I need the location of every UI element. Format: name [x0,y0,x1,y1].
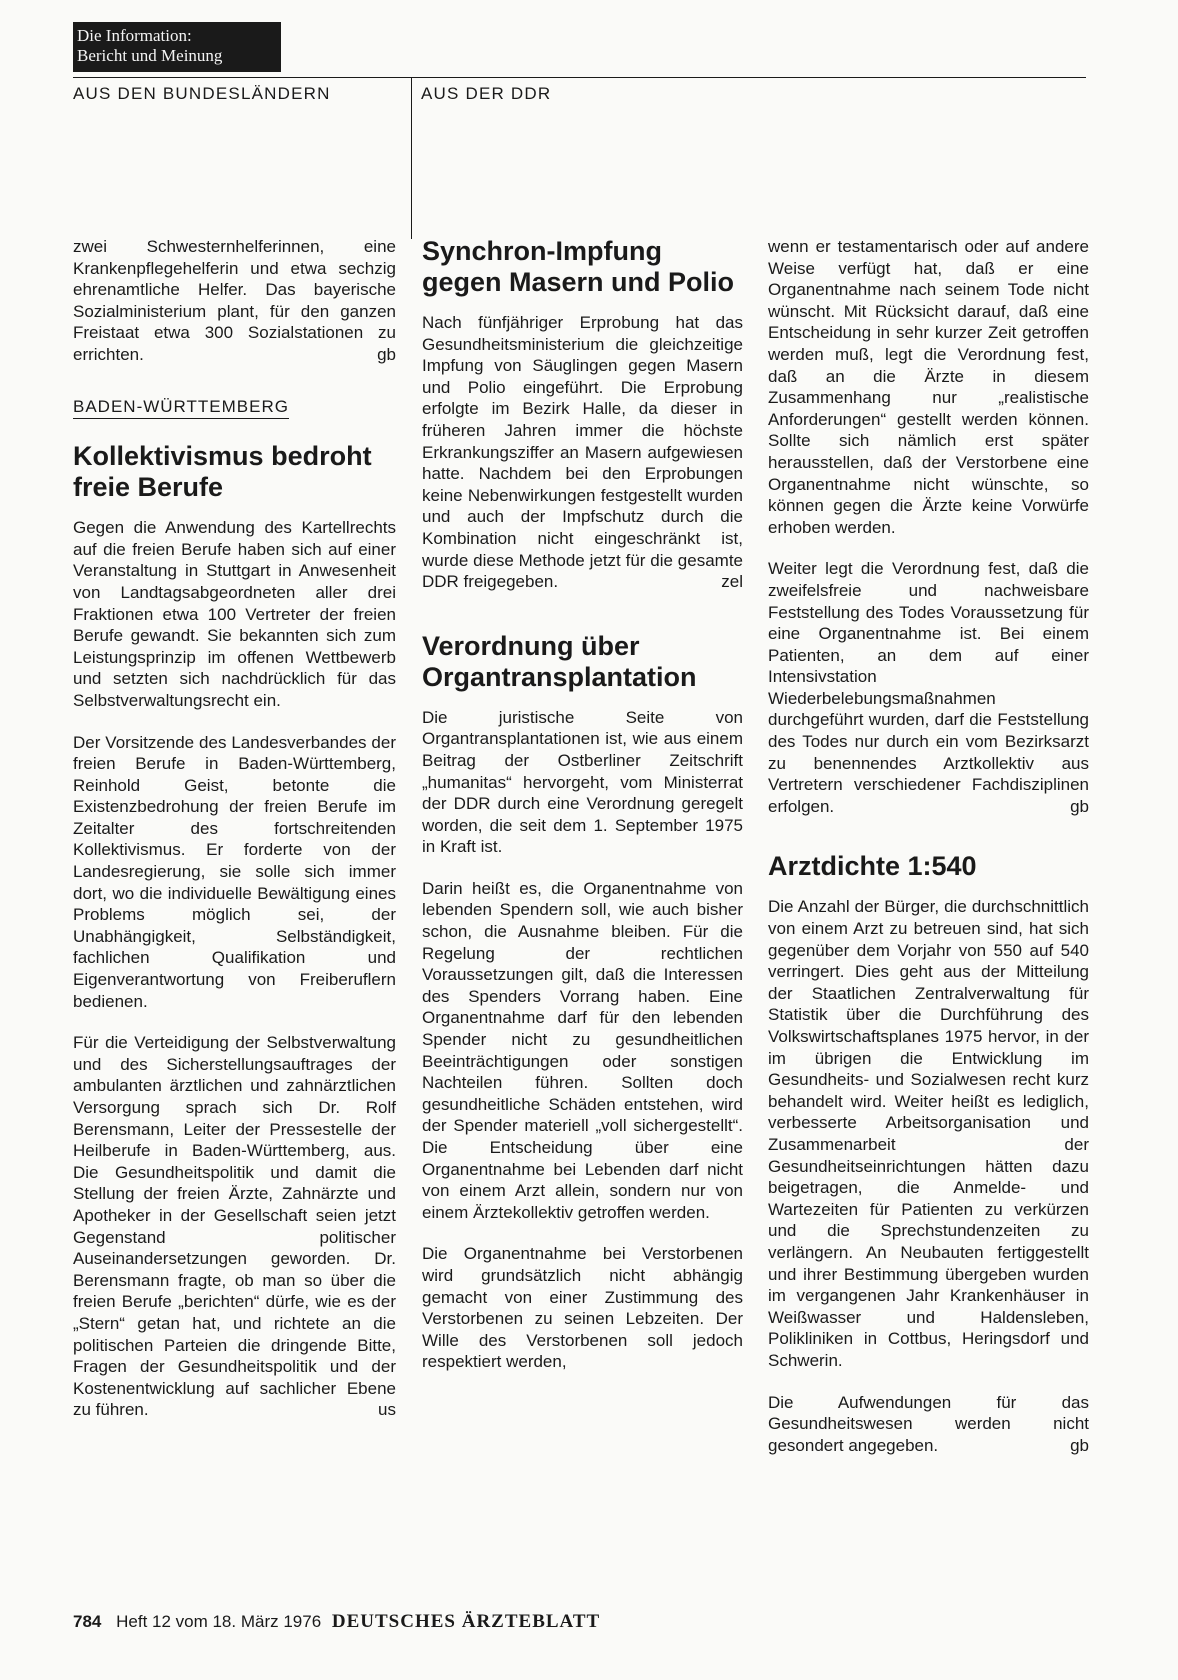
article-heading: Synchron-Impfung gegen Masern und Polio [422,236,735,297]
paragraph: Gegen die Anwendung des Kartellrechts auf die freien Berufe haben sich auf einer Veranstaltung in Stuttgart in Anwesenheit von Landtagsabgeordneten aller drei Fraktionen etwa 100 Vertreter der freien Berufe gewandt. Sie bekannten sich zum Leistungsprinzip im offenen Wettbewerb und setzten sich nachdrücklich für das Selbstverwaltungsrecht ein. [73,518,396,710]
author-initials: gb [1070,1435,1089,1455]
section-label-right: AUS DER DDR [421,84,552,103]
article-heading: Arztdichte 1:540 [768,851,977,882]
paragraph: Die Anzahl der Bürger, die durchschnittlich von einem Arzt zu betreuen sind, hat sich gegenüber dem Vorjahr von 550 auf 540 verringert. Dies geht aus der Mitteilung der Staatlichen Zentralverwaltung für Statistik über die Durchführung des Volkswirtschaftsplanes 1975 hervor, in der im übrigen die Entwicklung im Gesundheits- und Sozialwesen recht kurz behandelt wird. Weiter heißt es lediglich, verbesserte Arbeitsorganisation und Zusammenarbeit der Gesundheitseinrichtungen hätten dazu beigetragen, die Anmelde- und Wartezeiten für Patienten zu verkürzen und die Sprechstundenzeiten zu verlängern. An Neubauten fertiggestellt und ihrer Bestimmung übergeben wurden im vergangenen Jahr Krankenhäuser in Weißwasser und Haldensleben, Polikliniken in Cottbus, Heringsdorf und Schwerin. [768,897,1089,1370]
column-divider [411,77,412,239]
column-2 [422,236,743,1393]
paragraph: Der Vorsitzende des Landesverbandes der freien Berufe in Baden-Württemberg, Reinhold Geist, betonte die Existenzbedrohung der freien Berufe im Zeitalter des fortschreitenden Kollektivismus. Er forderte von der Landesregierung, sie solle sich immer dort, wo die individuelle Bewältigung eines Problems möglich sei, der Unabhängigkeit, Selbständigkeit, fachlichen Qualifikation und Eigenverantwortung von Freiberuflern bedienen. [73,732,396,1011]
paragraph: Darin heißt es, die Organentnahme von lebenden Spendern soll, wie auch bisher schon, die Ausnahme bleiben. Für die Regelung der rechtlichen Voraussetzungen gilt, daß die Interessen des Spenders Vorrang haben. Eine Organentnahme darf für den lebenden Spender nicht zu gesundheitlichen Beeinträchtigungen oder sonstigen Nachteilen führen. Sollten doch gesundheitliche Schäden entstehen, wird der Spender materiell „voll sichergestellt“. Die Entscheidung über eine Organentnahme bei Lebenden darf nicht von einem Arzt allein, sondern nur von einem Ärztekollektiv getroffen werden. [422,878,743,1222]
paragraph: Die Organentnahme bei Verstorbenen wird grundsätzlich nicht abhängig gemacht von einer Zustimmung des Verstorbenen zu seinen Lebzeiten. Der Wille des Verstorbenen soll jedoch respektiert werden, [422,1244,743,1372]
article-heading: Verordnung über Organtransplantation [422,630,697,692]
region-heading: BADEN-WÜRTTEMBERG [73,396,289,420]
paragraph: Weiter legt die Verordnung fest, daß die zweifelsfreie und nachweisbare Feststellung des Todes Voraussetzung für eine Organentnahme ist. Bei einem Patienten, an dem auf einer Intensivstation Wiederbelebungsmaßnahmen durchgeführt wurden, darf die Feststellung des Todes nur durch ein vom Bezirksarzt zu benennendes Arztkollektiv aus Vertretern verschiedener Fachdisziplinen erfolgen. gb [768,559,1089,816]
badge-line-2: Bericht und Meinung [77,46,223,65]
author-initials: zel [721,572,743,592]
issue-info: Heft 12 vom 18. März 1976 [116,1612,322,1631]
article-heading: Kollektivismus bedroht freie Berufe [73,441,372,503]
badge-line-1: Die Information: [77,26,192,45]
paragraph: Die Aufwendungen für das Gesundheitswesen werden nicht gesondert angegeben. gb [768,1392,1089,1455]
header-rule [73,77,1086,78]
page-number: 784 [73,1612,102,1631]
column-1 [73,236,396,1441]
paragraph: Die juristische Seite von Organtransplantationen ist, wie aus einem Beitrag der Ostberliner Zeitschrift „humanitas“ hervorgeht, vom Ministerrat der DDR durch eine Verordnung geregelt worden, die seit dem 1. September 1975 in Kraft ist. [422,707,743,857]
column-3 [768,236,1089,1476]
author-initials: gb [377,344,396,364]
author-initials: gb [1070,796,1089,816]
paragraph: zwei Schwesternhelferinnen, eine Krankenpflegehelferin und etwa sechzig ehrenamtliche Helfer. Das bayerische Sozialministerium plant, für den ganzen Freistaat etwa 300 Sozialstationen zu errichten. gb [73,237,396,364]
section-badge [73,22,281,72]
paragraph: Für die Verteidigung der Selbstverwaltung und des Sicherstellungsauftrages der ambulanten ärztlichen und zahnärztlichen Versorgung sprach sich Dr. Rolf Berensmann, Leiter der Pressestelle der Heilberufe in Baden-Württemberg, aus. Die Gesundheitspolitik und damit die Stellung der freien Ärzte, Zahnärzte und Apotheker in der Gesellschaft seien jetzt Gegenstand politischer Auseinandersetzungen geworden. Dr. Berensmann fragte, ob man so über die freien Berufe „berichten“ dürfe, wie es der „Stern“ getan hat, und richtete an die politischen Parteien die dringende Bitte, Fragen der Gesundheitspolitik und der Kostenentwicklung auf sachlicher Ebene zu führen. us [73,1033,396,1420]
masthead: DEUTSCHES ÄRZTEBLATT [331,1611,601,1632]
paragraph: wenn er testamentarisch oder auf andere Weise verfügt hat, daß er eine Organentnahme nach seinem Tode nicht wünscht. Mit Rücksicht darauf, daß eine Entscheidung in sehr kurzer Zeit getroffen werden muß, legt die Verordnung fest, daß an die Ärzte in diesem Zusammenhang nur „realistische Anforderungen“ gestellt werden können. Sollte sich nämlich erst später herausstellen, daß der Verstorbene eine Organentnahme nicht wünschte, so können gegen die Ärzte keine Vorwürfe erhoben werden. [768,237,1089,537]
paragraph: Nach fünfjähriger Erprobung hat das Gesundheitsministerium die gleichzeitige Impfung von Säuglingen gegen Masern und Polio eingeführt. Die Erprobung erfolgte im Bezirk Halle, da dieser in früheren Jahren immer die höchste Erkrankungsziffer an Masern aufgewiesen hatte. Nachdem bei den Erprobungen keine Nebenwirkungen festgestellt wurden und auch der Impfschutz durch die Kombination nicht eingeschränkt ist, wurde diese Methode jetzt für die gesamte DDR freigegeben. zel [422,313,743,592]
author-initials: us [378,1400,396,1420]
section-label-left: AUS DEN BUNDESLÄNDERN [73,84,331,103]
page-footer [73,1611,600,1633]
